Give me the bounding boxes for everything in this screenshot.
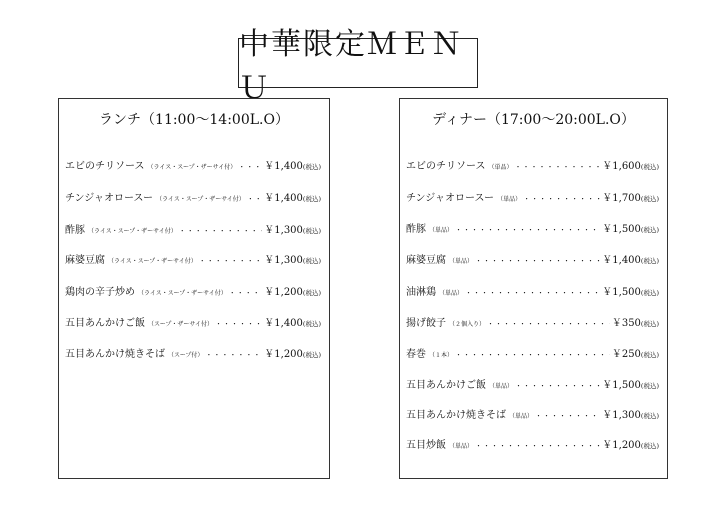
- item-note: （ライス・スープ・ザーサイ付）: [88, 228, 177, 235]
- dinner-heading: ディナー（17:00～20:00L.O）: [432, 112, 635, 128]
- dot-leader: [465, 288, 600, 298]
- item-name: 五目あんかけ焼きそば: [65, 349, 165, 360]
- item-price: ￥1,200: [264, 287, 303, 298]
- tax-label: (税込): [302, 257, 321, 265]
- item-note: （単品）: [509, 413, 534, 420]
- item-price: ￥1,400: [602, 255, 641, 266]
- dot-leader: [205, 350, 262, 360]
- tax-label: (税込): [640, 163, 659, 171]
- lunch-item: [65, 283, 321, 301]
- tax-label: (税込): [640, 382, 659, 390]
- lunch-item: [65, 221, 321, 239]
- tax-label: (税込): [302, 320, 321, 328]
- item-name: 揚げ餃子: [406, 318, 446, 329]
- dot-leader: [247, 194, 262, 204]
- tax-label: (税込): [640, 289, 659, 297]
- dot-leader: [487, 319, 610, 329]
- dot-leader: [229, 288, 263, 298]
- item-name: 春巻: [406, 349, 426, 360]
- dot-leader: [475, 256, 600, 266]
- item-note: （単品）: [449, 258, 474, 265]
- item-name: 酢豚: [406, 224, 426, 235]
- dinner-item: [406, 376, 659, 394]
- item-note: （単品）: [429, 227, 454, 234]
- item-name: 油淋鶏: [406, 287, 436, 298]
- item-name: 麻婆豆腐: [65, 255, 105, 266]
- dot-leader: [515, 162, 601, 172]
- dot-leader: [238, 162, 262, 172]
- dot-leader: [455, 350, 610, 360]
- item-name: 鶏肉の辛子炒め: [65, 287, 135, 298]
- lunch-item: [65, 189, 321, 207]
- item-note: （単品）: [439, 290, 464, 297]
- lunch-panel: [58, 98, 330, 479]
- item-name: エビのチリソース: [406, 161, 486, 172]
- tax-label: (税込): [302, 227, 321, 235]
- item-price: ￥1,600: [602, 161, 641, 172]
- item-price: ￥1,400: [264, 161, 303, 172]
- item-note: （ライス・スープ・ザーサイ付）: [138, 290, 227, 297]
- dinner-item: [406, 436, 659, 454]
- item-price: ￥350: [611, 318, 641, 329]
- dinner-item: [406, 189, 659, 207]
- tax-label: (税込): [302, 163, 321, 171]
- item-price: ￥1,300: [264, 255, 303, 266]
- tax-label: (税込): [640, 226, 659, 234]
- dot-leader: [215, 319, 262, 329]
- item-price: ￥1,300: [264, 225, 303, 236]
- lunch-item: [65, 314, 321, 332]
- tax-label: (税込): [640, 442, 659, 450]
- item-price: ￥1,500: [602, 380, 641, 391]
- item-note: （ライス・スープ・ザーサイ付）: [147, 164, 237, 171]
- item-price: ￥1,400: [264, 193, 303, 204]
- item-price: ￥1,200: [264, 349, 303, 360]
- item-price: ￥250: [611, 349, 641, 360]
- item-name: チンジャオロースー: [65, 193, 154, 204]
- tax-label: (税込): [640, 195, 659, 203]
- item-name: 五目あんかけご飯: [65, 318, 145, 329]
- menu-title: [238, 27, 478, 106]
- item-name: 麻婆豆腐: [406, 255, 446, 266]
- item-price: ￥1,200: [602, 440, 641, 451]
- item-note: （単品）: [497, 196, 522, 203]
- item-price: ￥1,500: [602, 287, 641, 298]
- dinner-item: [406, 345, 659, 363]
- dinner-panel: [399, 98, 668, 479]
- item-name: エビのチリソース: [65, 161, 145, 172]
- item-name: 五目あんかけ焼きそば: [406, 410, 506, 421]
- dinner-item: [406, 314, 659, 332]
- tax-label: (税込): [302, 195, 321, 203]
- item-name: 五目炒飯: [406, 440, 446, 451]
- dinner-item: [406, 220, 659, 238]
- tax-label: (税込): [640, 320, 659, 328]
- dot-leader: [515, 381, 600, 391]
- tax-label: (税込): [302, 289, 321, 297]
- lunch-item: [65, 345, 321, 363]
- item-name: 酢豚: [65, 225, 85, 236]
- dot-leader: [455, 225, 600, 235]
- item-note: （２個入り）: [449, 321, 486, 328]
- item-note: （単品）: [449, 443, 474, 450]
- item-name: 五目あんかけご飯: [406, 380, 486, 391]
- dot-leader: [179, 226, 263, 236]
- dot-leader: [535, 411, 600, 421]
- item-price: ￥1,300: [602, 410, 641, 421]
- dot-leader: [523, 194, 600, 204]
- item-price: ￥1,400: [264, 318, 303, 329]
- dot-leader: [475, 441, 600, 451]
- tax-label: (税込): [640, 351, 659, 359]
- dinner-item: [406, 251, 659, 269]
- item-note: （単品）: [489, 383, 514, 390]
- item-note: （１本）: [429, 352, 454, 359]
- dot-leader: [199, 256, 263, 266]
- lunch-item: [65, 251, 321, 269]
- item-note: （スープ・ザーサイ付）: [148, 321, 213, 328]
- item-note: （ライス・スープ・ザーサイ付）: [108, 258, 197, 265]
- item-note: （ライス・スープ・ザーサイ付）: [156, 196, 245, 203]
- item-note: （単品）: [488, 164, 513, 171]
- item-price: ￥1,500: [602, 224, 641, 235]
- tax-label: (税込): [302, 351, 321, 359]
- lunch-heading: ランチ（11:00～14:00L.O）: [99, 112, 289, 128]
- tax-label: (税込): [640, 257, 659, 265]
- dinner-item: [406, 406, 659, 424]
- item-price: ￥1,700: [602, 193, 641, 204]
- dinner-item: [406, 283, 659, 301]
- tax-label: (税込): [640, 412, 659, 420]
- item-note: （スープ付）: [168, 352, 204, 359]
- dinner-item: [406, 157, 659, 175]
- lunch-item: [65, 157, 321, 175]
- item-name: チンジャオロースー: [406, 193, 495, 204]
- menu-title-text: 中華限定ＭＥＮＵ: [239, 27, 463, 106]
